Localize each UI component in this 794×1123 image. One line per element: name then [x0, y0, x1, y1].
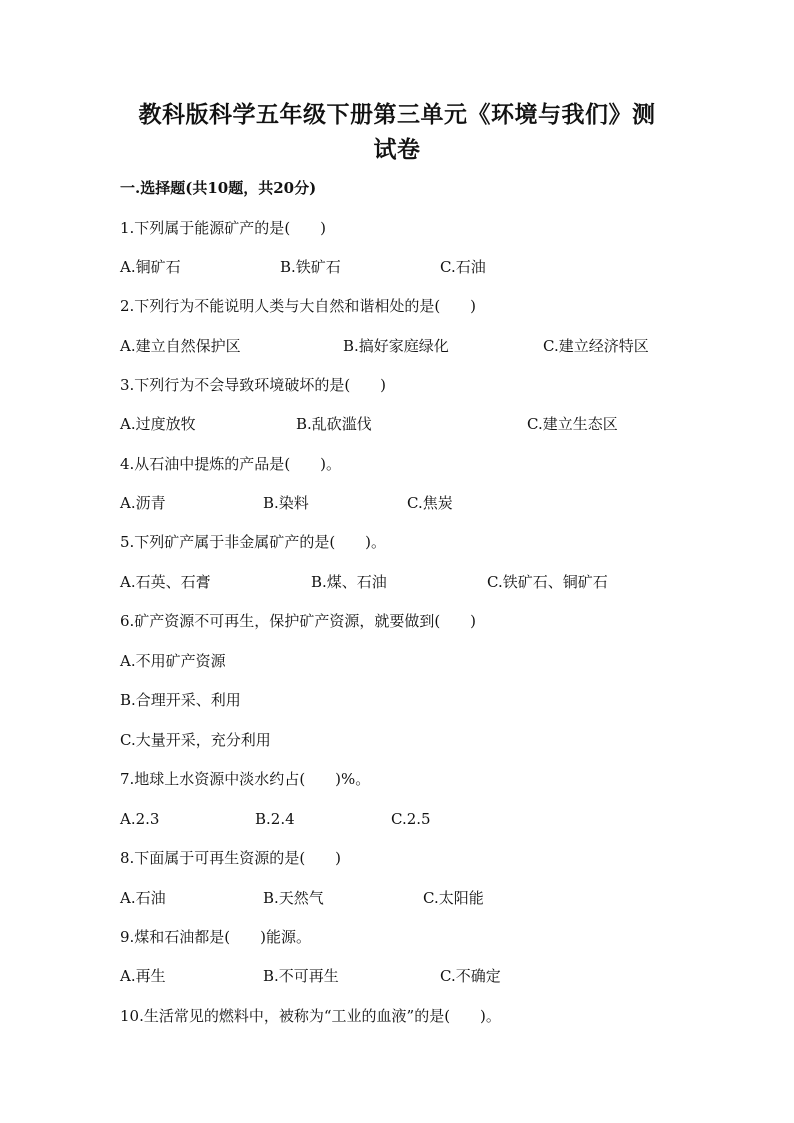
page-title-line2: 试卷	[373, 136, 421, 163]
question-1: 1.下列属于能源矿产的是( )	[120, 219, 327, 237]
page-title-line1: 教科版科学五年级下册第三单元《环境与我们》测	[138, 101, 656, 128]
q2-option-b: B.搞好家庭绿化	[343, 337, 449, 355]
q5-option-c: C.铁矿石、铜矿石	[487, 573, 608, 591]
question-5: 5.下列矿产属于非金属矿产的是( )。	[120, 533, 387, 551]
q6-option-c: C.大量开采，充分利用	[120, 731, 271, 749]
question-3: 3.下列行为不会导致环境破坏的是( )	[120, 376, 387, 394]
q8-option-c: C.太阳能	[423, 889, 484, 907]
q6-option-b: B.合理开采、利用	[120, 691, 241, 709]
q3-option-c: C.建立生态区	[527, 415, 618, 433]
q8-option-a: A.石油	[120, 889, 166, 907]
question-9: 9.煤和石油都是( )能源。	[120, 928, 312, 946]
q7-option-a: A.2.3	[120, 810, 160, 828]
question-7: 7.地球上水资源中淡水约占( )%。	[120, 770, 371, 788]
q9-option-c: C.不确定	[440, 967, 501, 985]
q1-option-a: A.铜矿石	[120, 258, 181, 276]
q4-option-c: C.焦炭	[407, 494, 453, 512]
q1-option-c: C.石油	[440, 258, 486, 276]
question-2: 2.下列行为不能说明人类与大自然和谐相处的是( )	[120, 297, 477, 315]
q6-option-a: A.不用矿产资源	[120, 652, 226, 670]
q9-option-a: A.再生	[120, 967, 166, 985]
q4-option-a: A.沥青	[120, 494, 166, 512]
question-10: 10.生活常见的燃料中，被称为“工业的血液”的是( )。	[120, 1007, 501, 1025]
q5-option-b: B.煤、石油	[311, 573, 387, 591]
q1-option-b: B.铁矿石	[280, 258, 341, 276]
q7-option-b: B.2.4	[255, 810, 295, 828]
q2-option-c: C.建立经济特区	[543, 337, 649, 355]
q8-option-b: B.天然气	[263, 889, 324, 907]
q2-option-a: A.建立自然保护区	[120, 337, 241, 355]
q5-option-a: A.石英、石膏	[120, 573, 211, 591]
q3-option-b: B.乱砍滥伐	[296, 415, 372, 433]
question-8: 8.下面属于可再生资源的是( )	[120, 849, 342, 867]
q4-option-b: B.染料	[263, 494, 309, 512]
section-heading: 一.选择题(共10题，共20分)	[120, 179, 317, 197]
question-6: 6.矿产资源不可再生，保护矿产资源，就要做到( )	[120, 612, 477, 630]
question-4: 4.从石油中提炼的产品是( )。	[120, 455, 342, 473]
q3-option-a: A.过度放牧	[120, 415, 196, 433]
q7-option-c: C.2.5	[391, 810, 431, 828]
q9-option-b: B.不可再生	[263, 967, 339, 985]
